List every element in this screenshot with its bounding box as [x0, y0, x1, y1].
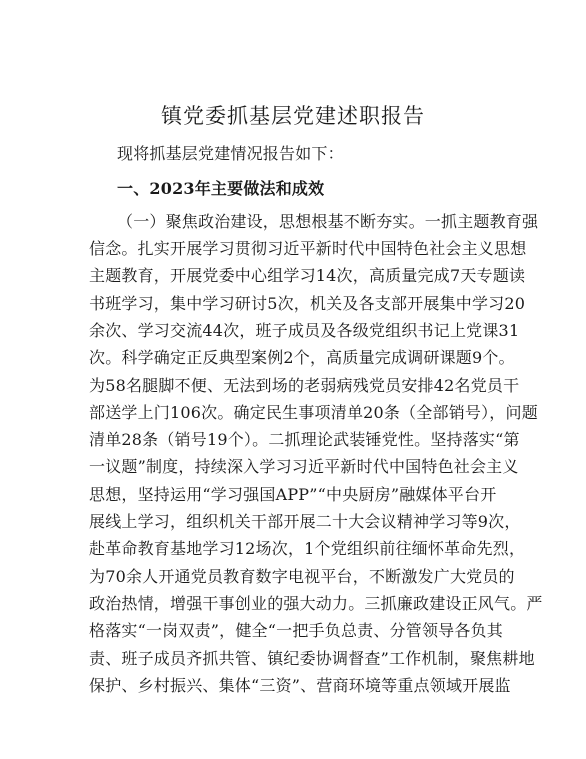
body-line: 责、班子成员齐抓共管、镇纪委协调督查”工作机制，聚焦耕地	[89, 649, 535, 668]
body-line: （一）聚焦政治建设，思想根基不断夯实。一抓主题教育强	[117, 212, 539, 231]
body-line: 书班学习，集中学习研讨5次，机关及各支部开展集中学习20	[89, 294, 526, 313]
body-line: 主题教育，开展党委中心组学习14次，高质量完成7天专题读	[89, 266, 526, 285]
body-line: 政治热情，增强干事创业的强大动力。三抓廉政建设正风气。严	[89, 594, 543, 613]
intro-paragraph: 现将抓基层党建情况报告如下：	[117, 144, 344, 163]
body-line: 余次、学习交流44次，班子成员及各级党组织书记上党课31	[89, 321, 520, 340]
body-line: 格落实“一岗双责”，健全“一把手负总责、分管领导各负其	[89, 621, 503, 640]
body-line: 次。科学确定正反典型案例2个，高质量完成调研课题9个。	[89, 348, 515, 367]
body-line: 信念。扎实开展学习贯彻习近平新时代中国特色社会主义思想	[89, 239, 527, 258]
section-heading: 一、2023年主要做法和成效	[117, 179, 325, 198]
body-line: 思想，坚持运用“学习强国APP”“中央厨房”融媒体平台开	[89, 485, 497, 504]
document-title: 镇党委抓基层党建述职报告	[161, 104, 425, 128]
body-line: 展线上学习，组织机关干部开展二十大会议精神学习等9次，	[89, 512, 521, 531]
body-line: 部送学上门106次。确定民生事项清单20条（全部销号），问题	[89, 403, 538, 422]
body-line: 为70余人开通党员教育数字电视平台，不断激发广大党员的	[89, 567, 515, 586]
body-line: 保护、乡村振兴、集体“三资”、营商环境等重点领域开展监	[89, 676, 511, 695]
body-line: 一议题”制度，持续深入学习习近平新时代中国特色社会主义	[89, 457, 519, 476]
body-line: 为58名腿脚不便、无法到场的老弱病残党员安排42名党员干	[89, 376, 520, 395]
body-line: 清单28条（销号19个）。二抓理论武装锤党性。坚持落实“第	[89, 430, 520, 449]
body-line: 赴革命教育基地学习12场次，1个党组织前往缅怀革命先烈，	[89, 539, 526, 558]
